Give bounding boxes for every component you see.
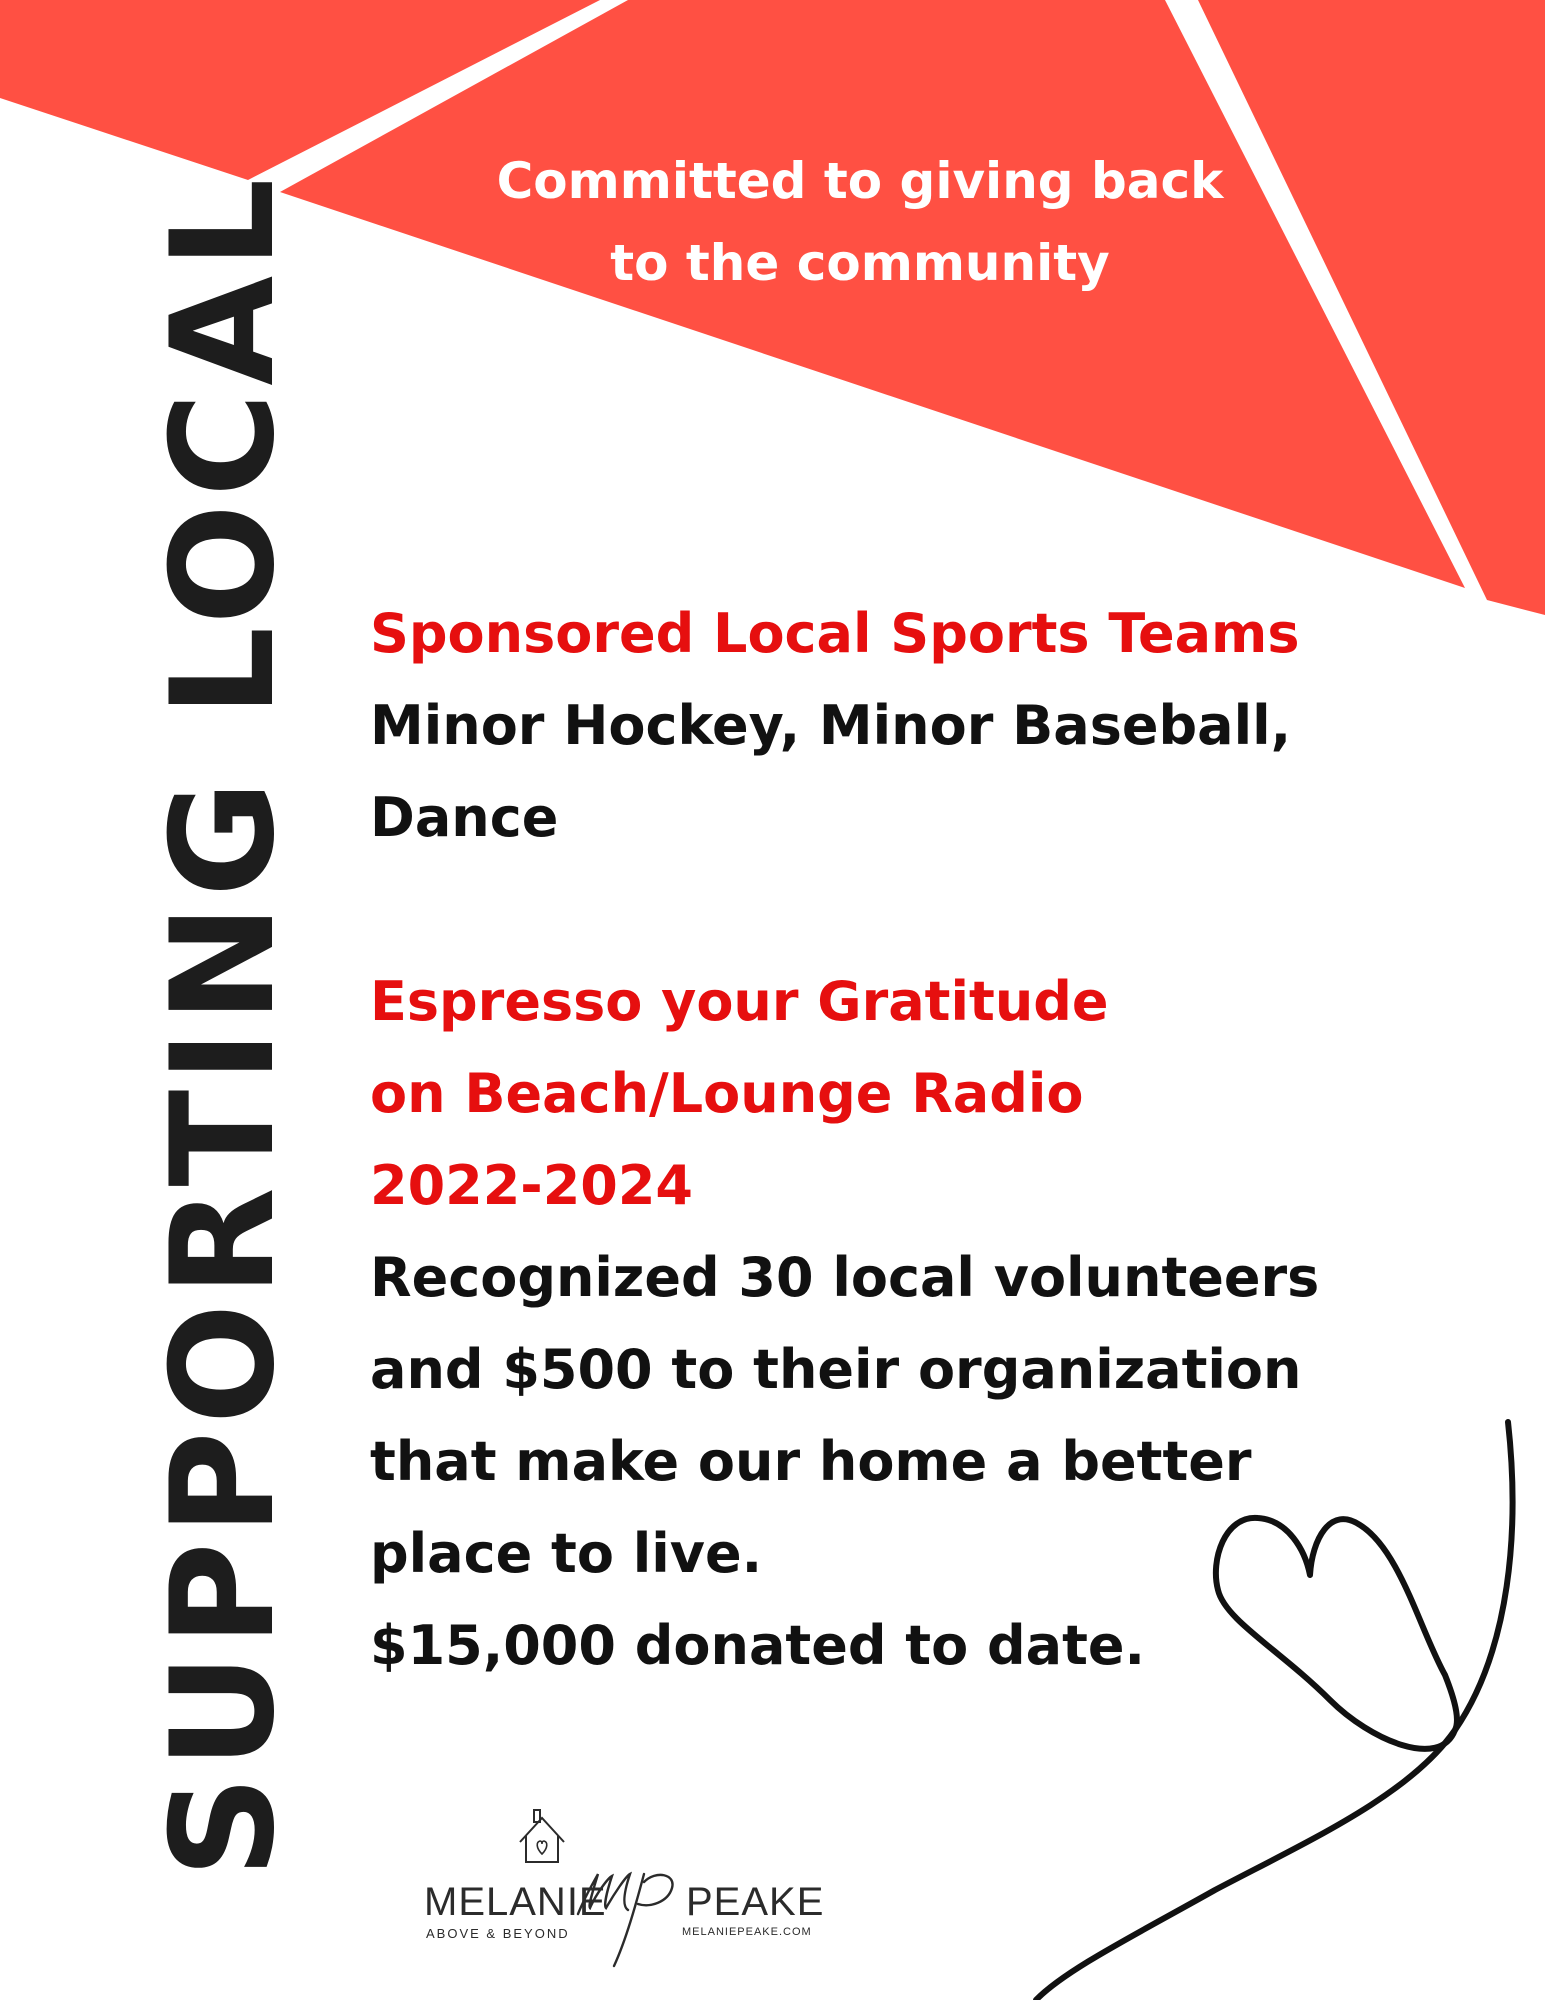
- company-logo: [420, 1790, 825, 1980]
- tagline-line-1: Committed to giving back: [496, 152, 1224, 210]
- espresso-body-line-3: that make our home a better: [370, 1430, 1252, 1493]
- sports-section: [370, 588, 1370, 864]
- sports-body-line-2: Dance: [370, 786, 559, 849]
- house-icon: [520, 1810, 564, 1862]
- logo-tagline: ABOVE & BEYOND: [426, 1926, 570, 1941]
- logo-last-name: PEAKE: [686, 1880, 825, 1924]
- vertical-title: SUPPORTING LOCAL: [141, 171, 306, 1878]
- section-spacer: [370, 864, 1370, 956]
- espresso-heading-line-1: Espresso your Gratitude: [370, 970, 1109, 1033]
- logo-website: MELANIEPEAKE.COM: [682, 1926, 812, 1938]
- espresso-heading-line-3: 2022-2024: [370, 1154, 693, 1217]
- espresso-body-line-5: $15,000 donated to date.: [370, 1614, 1146, 1677]
- tagline: [420, 140, 1300, 304]
- espresso-heading-line-2: on Beach/Lounge Radio: [370, 1062, 1084, 1125]
- sports-body-line-1: Minor Hockey, Minor Baseball,: [370, 694, 1292, 757]
- logo-first-name: MELANIE: [424, 1880, 607, 1924]
- sports-heading: Sponsored Local Sports Teams: [370, 602, 1300, 665]
- espresso-body-line-2: and $500 to their organization: [370, 1338, 1302, 1401]
- espresso-body-line-1: Recognized 30 local volunteers: [370, 1246, 1320, 1309]
- heart-icon: [880, 1410, 1545, 2000]
- espresso-body-line-4: place to live.: [370, 1522, 763, 1585]
- tagline-line-2: to the community: [610, 234, 1110, 292]
